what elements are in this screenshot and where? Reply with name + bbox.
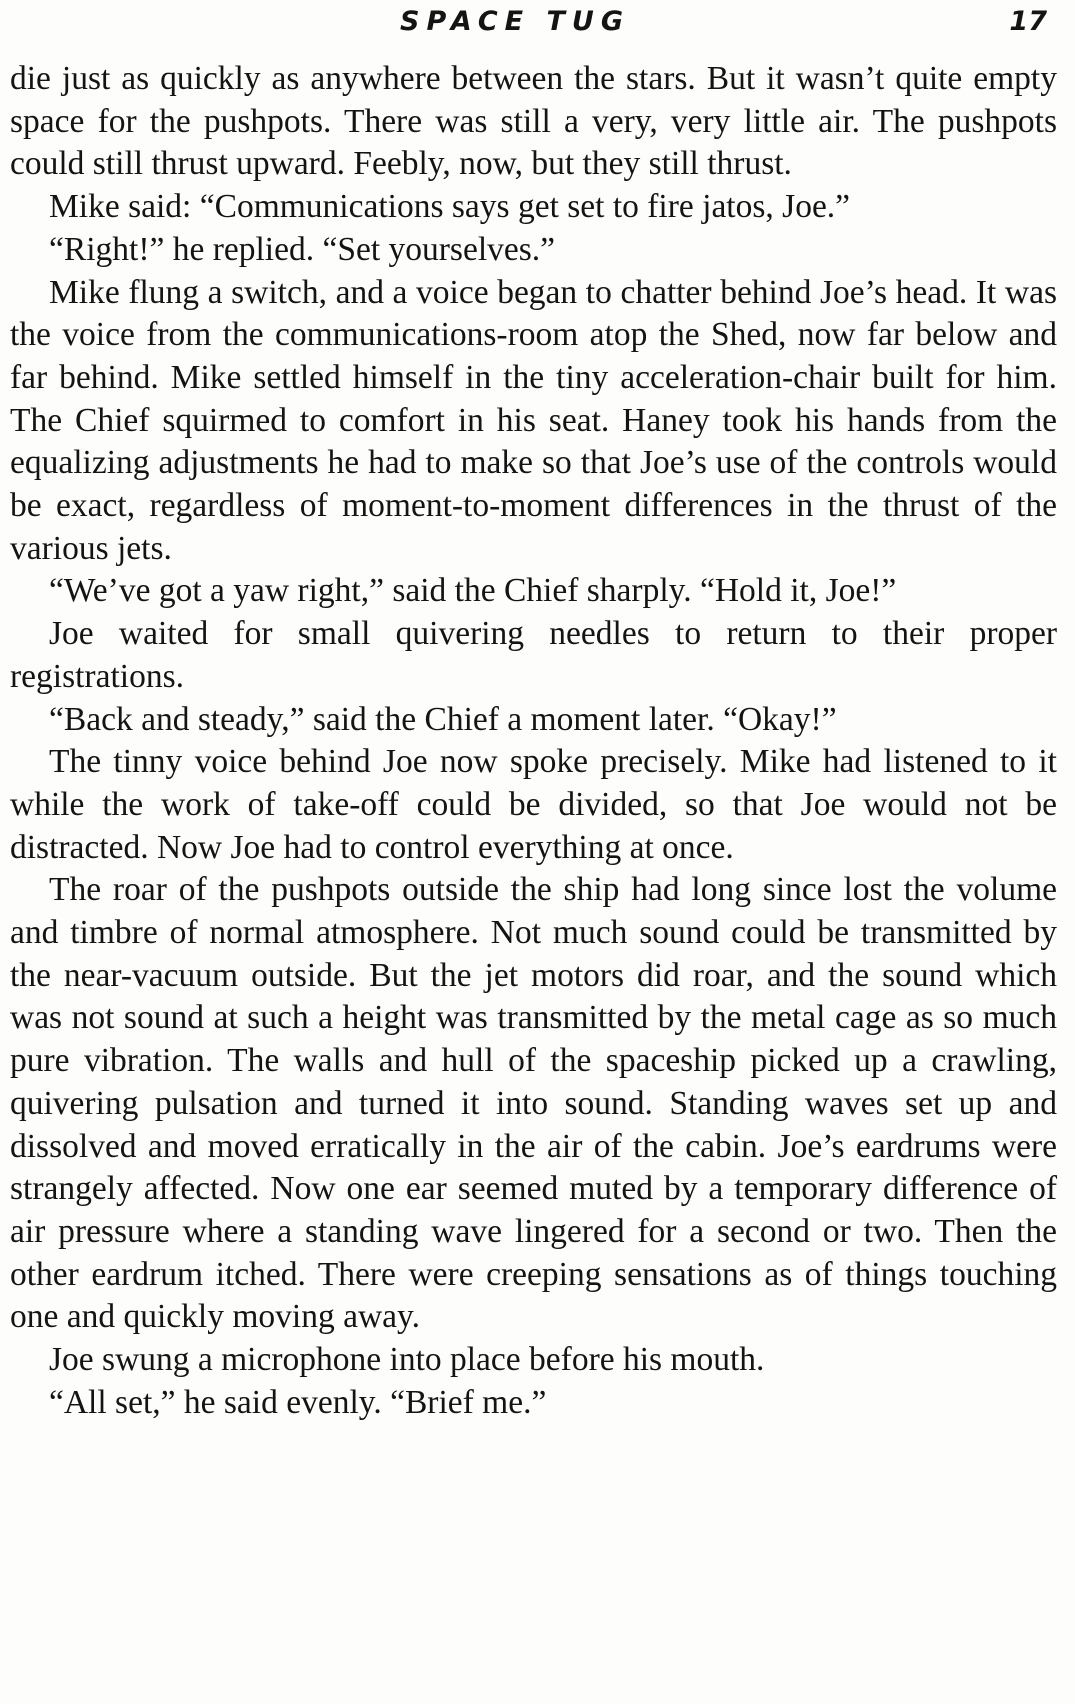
paragraph-11: “All set,” he said evenly. “Brief me.” [49, 1383, 547, 1421]
running-title: SPACE TUG [400, 6, 630, 37]
paragraph-5: “We’ve got a yaw right,” said the Chief sharply. “Hold it, Joe!” [49, 572, 897, 610]
paragraph-6: Joe waited for small quivering needles to return to their proper registrations. [10, 615, 1057, 695]
paragraph-2: Mike said: “Communications says get set to fire jatos, Joe.” [49, 188, 851, 226]
page-number: 17 [1009, 6, 1047, 37]
paragraph-4: Mike flung a switch, and a voice began to chatter behind Joe’s head. It was the voice from the communications-room atop the Shed, now far below and far behind. Mike settled himself in the tiny acceleration-chair built for him. The Chief squirmed to comfort in his seat. Haney took his hands from the equalizing adjustments he had to make so that Joe’s use of the controls would be exact, regardless of moment-to-moment differences in the thrust of the various jets. [10, 273, 1057, 567]
running-head [0, 6, 1075, 42]
paragraph-8: The tinny voice behind Joe now spoke precisely. Mike had listened to it while the work of take-off could be divided, so that Joe would not be distracted. Now Joe had to control everything at once. [10, 743, 1057, 866]
paragraph-10: Joe swung a microphone into place before his mouth. [49, 1341, 765, 1379]
paragraph-1: die just as quickly as anywhere between the stars. But it wasn’t quite empty space for the pushpots. There was still a very, very little air. The pushpots could still thrust upward. Feebly, now, but they still thrust. [10, 60, 1057, 183]
paragraph-9: The roar of the pushpots outside the ship had long since lost the volume and timbre of normal atmosphere. Not much sound could be transmitted by the near-vacuum outside. But the jet motors did roar, and the sound which was not sound at such a height was transmitted by the metal cage as so much pure vibration. The walls and hull of the spaceship picked up a crawling, quivering pulsation and turned it into sound. Standing waves set up and dissolved and moved erratically in the air of the cabin. Joe’s eardrums were strangely affected. Now one ear seemed muted by a temporary difference of air pressure where a standing wave lingered for a second or two. Then the other eardrum itched. There were creeping sensations as of things touching one and quickly moving away. [10, 871, 1057, 1336]
body-text [10, 58, 1057, 1425]
paragraph-3: “Right!” he replied. “Set yourselves.” [49, 230, 556, 268]
paragraph-7: “Back and steady,” said the Chief a moment later. “Okay!” [49, 700, 837, 738]
